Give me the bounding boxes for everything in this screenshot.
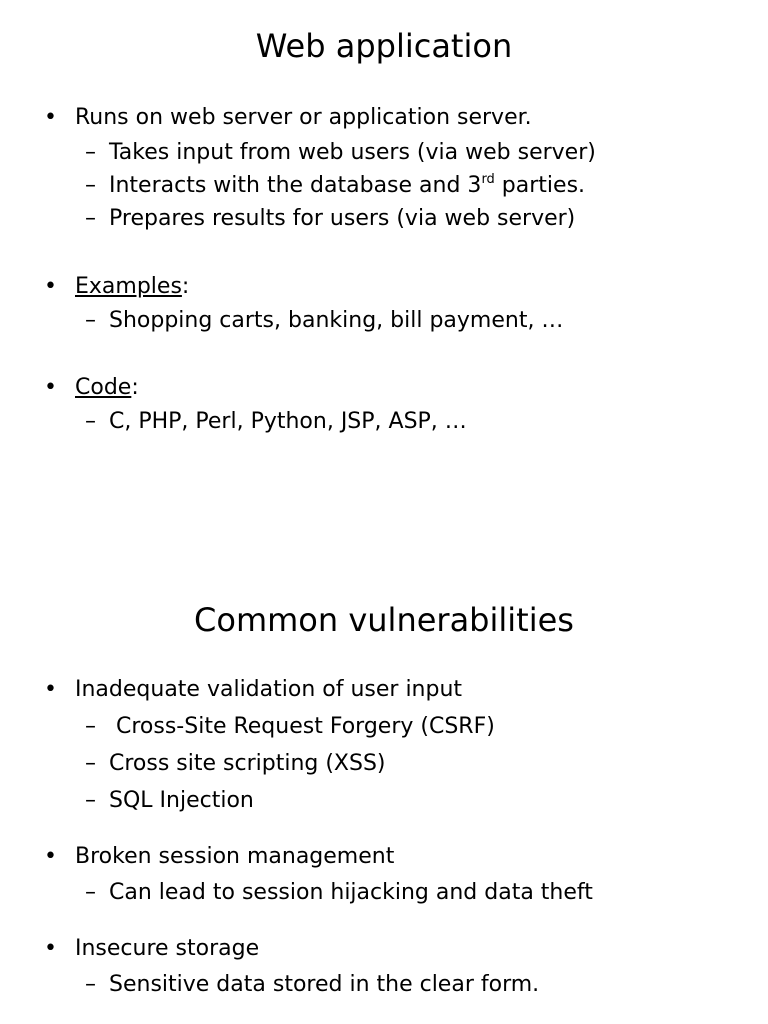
dash: –	[85, 714, 96, 739]
code-label: Code	[75, 375, 132, 400]
slide-common-vulnerabilities	[0, 574, 768, 1024]
sub-bullet-text: Sensitive data stored in the clear form.	[109, 972, 540, 997]
sub-bullet-text: Can lead to session hijacking and data theft	[109, 880, 593, 905]
dash: –	[85, 880, 96, 905]
sub-bullet-text: Takes input from web users (via web server)	[109, 140, 596, 165]
bullet-dot: •	[44, 274, 57, 299]
dash: –	[85, 788, 96, 813]
dash: –	[85, 308, 96, 333]
sub-bullet-text: Cross site scripting (XSS)	[109, 751, 386, 776]
dash: –	[85, 751, 96, 776]
bullet-insecure-storage	[44, 934, 259, 964]
sub-bullet-takes-input	[85, 138, 596, 168]
bullet-examples	[44, 272, 189, 302]
sub-bullet-text: SQL Injection	[109, 788, 254, 813]
dash: –	[85, 409, 96, 434]
colon: :	[181, 274, 190, 299]
bullet-dot: •	[44, 677, 57, 702]
sub-bullet-text: Interacts with the database and 3	[109, 173, 482, 198]
sub-bullet-examples-list	[85, 306, 563, 336]
bullet-inadequate-validation	[44, 675, 462, 705]
bullet-code	[44, 373, 139, 403]
bullet-broken-session	[44, 842, 394, 872]
slide-title: Common vulnerabilities	[194, 601, 574, 639]
sub-bullet-code-list	[85, 407, 467, 437]
bullet-text: Broken session management	[75, 844, 395, 869]
sub-bullet-prepares-results	[85, 204, 575, 234]
dash: –	[85, 972, 96, 997]
sub-bullet-interacts-database	[85, 171, 585, 201]
sub-bullet-text: Prepares results for users (via web server)	[109, 206, 576, 231]
bullet-dot: •	[44, 844, 57, 869]
dash: –	[85, 140, 96, 165]
sub-bullet-text: Shopping carts, banking, bill payment, …	[109, 308, 564, 333]
sub-bullet-text-tail: parties.	[494, 173, 586, 198]
sub-bullet-text: C, PHP, Perl, Python, JSP, ASP, …	[109, 409, 467, 434]
dash: –	[85, 173, 96, 198]
sub-bullet-session-hijacking	[85, 878, 593, 908]
bullet-runs-on-server	[44, 103, 532, 133]
bullet-dot: •	[44, 105, 57, 130]
superscript-rd: rd	[481, 172, 495, 187]
sub-bullet-sql-injection	[85, 786, 254, 816]
sub-bullet-text: Cross-Site Request Forgery (CSRF)	[109, 714, 495, 739]
bullet-dot: •	[44, 375, 57, 400]
dash: –	[85, 206, 96, 231]
sub-bullet-sensitive-data	[85, 970, 539, 1000]
bullet-text: Insecure storage	[75, 936, 260, 961]
sub-bullet-csrf	[85, 712, 495, 742]
slide-title: Web application	[255, 27, 513, 65]
bullet-dot: •	[44, 936, 57, 961]
bullet-text: Runs on web server or application server.	[75, 105, 532, 130]
bullet-text: Inadequate validation of user input	[75, 677, 463, 702]
sub-bullet-xss	[85, 749, 386, 779]
examples-label: Examples	[75, 274, 182, 299]
colon: :	[131, 375, 139, 400]
